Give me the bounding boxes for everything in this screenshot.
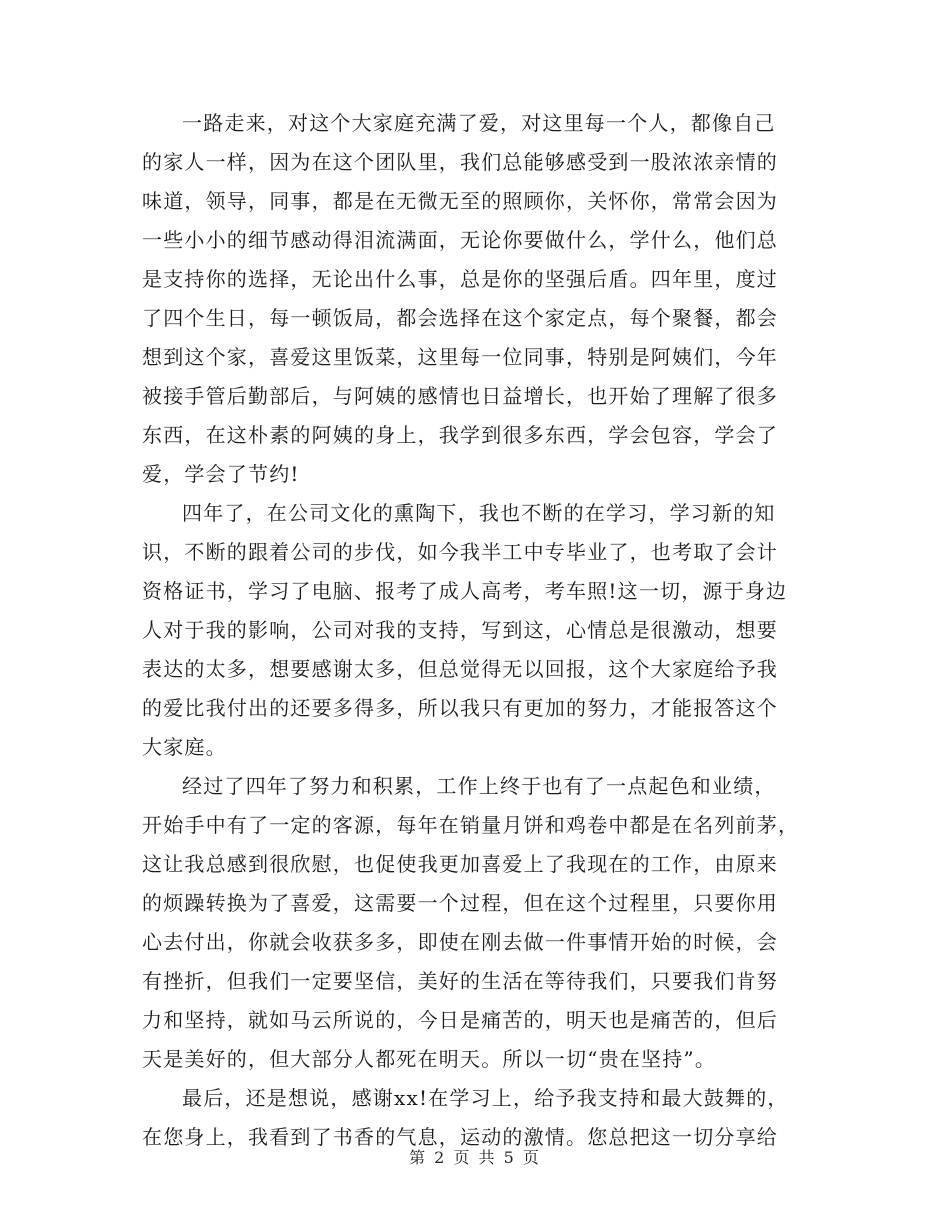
text-line: 心去付出，你就会收获多多，即使在刚去做一件事情开始的时候，会 bbox=[142, 930, 778, 954]
text-line: 人对于我的影响，公司对我的支持，写到这，心情总是很激动，想要 bbox=[142, 618, 778, 642]
text-line: 的爱比我付出的还要多得多，所以我只有更加的努力，才能报答这个 bbox=[142, 696, 778, 720]
text-line: 一路走来，对这个大家庭充满了爱，对这里每一个人，都像自己 bbox=[182, 111, 776, 135]
page-number-footer: 第 2 页 共 5 页 bbox=[409, 1148, 541, 1167]
text-line: 经过了四年了努力和积累，工作上终于也有了一点起色和业绩， bbox=[182, 774, 776, 798]
text-line: 的家人一样，因为在这个团队里，我们总能够感受到一股浓浓亲情的 bbox=[142, 150, 778, 174]
text-line: 最后，还是想说，感谢xx!在学习上，给予我支持和最大鼓舞的， bbox=[182, 1086, 789, 1110]
text-line: 四年了，在公司文化的熏陶下，我也不断的在学习，学习新的知 bbox=[182, 501, 776, 525]
text-line: 天是美好的，但大部分人都死在明天。所以一切“贵在坚持”。 bbox=[142, 1047, 717, 1071]
text-line: 资格证书，学习了电脑、报考了成人高考，考车照!这一切，源于身边 bbox=[142, 579, 788, 603]
text-line: 的烦躁转换为了喜爱，这需要一个过程，但在这个过程里，只要你用 bbox=[142, 891, 778, 915]
body-text bbox=[142, 104, 802, 1157]
paragraph-2 bbox=[142, 494, 802, 767]
text-line: 表达的太多，想要感谢太多，但总觉得无以回报，这个大家庭给予我 bbox=[142, 657, 778, 681]
text-line: 味道，领导，同事，都是在无微无至的照顾你，关怀你，常常会因为 bbox=[142, 189, 778, 213]
paragraph-1 bbox=[142, 104, 802, 494]
paragraph-3 bbox=[142, 767, 802, 1079]
text-line: 力和坚持，就如马云所说的，今日是痛苦的，明天也是痛苦的，但后 bbox=[142, 1008, 778, 1032]
text-line: 东西，在这朴素的阿姨的身上，我学到很多东西，学会包容，学会了 bbox=[142, 423, 778, 447]
text-line: 是支持你的选择，无论出什么事，总是你的坚强后盾。四年里，度过 bbox=[142, 267, 778, 291]
text-line: 在您身上，我看到了书香的气息，运动的激情。您总把这一切分享给 bbox=[142, 1125, 778, 1149]
text-line: 有挫折，但我们一定要坚信，美好的生活在等待我们，只要我们肯努 bbox=[142, 969, 778, 993]
text-line: 一些小小的细节感动得泪流满面，无论你要做什么，学什么，他们总 bbox=[142, 228, 778, 252]
text-line: 开始手中有了一定的客源，每年在销量月饼和鸡卷中都是在名列前茅， bbox=[142, 813, 800, 837]
text-line: 这让我总感到很欣慰，也促使我更加喜爱上了我现在的工作，由原来 bbox=[142, 852, 778, 876]
text-line: 想到这个家，喜爱这里饭菜，这里每一位同事，特别是阿姨们，今年 bbox=[142, 345, 778, 369]
text-line: 被接手管后勤部后，与阿姨的感情也日益增长，也开始了理解了很多 bbox=[142, 384, 778, 408]
text-line: 识，不断的跟着公司的步伐，如今我半工中专毕业了，也考取了会计 bbox=[142, 540, 778, 564]
text-line: 大家庭。 bbox=[142, 735, 227, 759]
text-line: 爱，学会了节约! bbox=[142, 462, 300, 486]
text-line: 了四个生日，每一顿饭局，都会选择在这个家定点，每个聚餐，都会 bbox=[142, 306, 778, 330]
